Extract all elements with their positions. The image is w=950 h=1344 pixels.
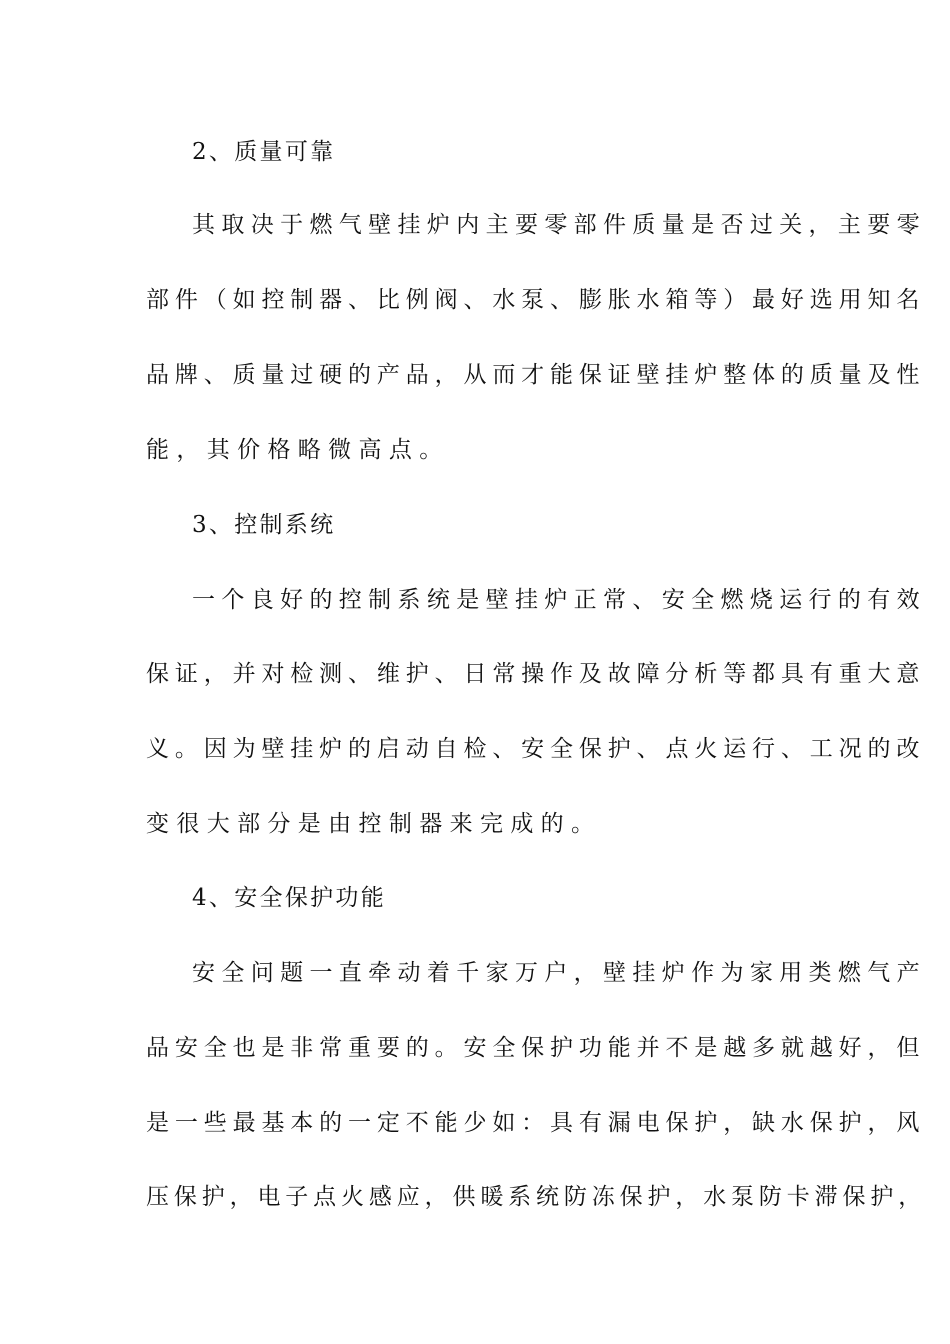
paragraph-line: 品牌、质量过硬的产品，从而才能保证壁挂炉整体的质量及性 — [146, 362, 926, 388]
paragraph-line: 义。因为壁挂炉的启动自检、安全保护、点火运行、工况的改 — [146, 736, 926, 762]
section-heading-quality: 2、质量可靠 — [192, 139, 336, 165]
paragraph-line: 品安全也是非常重要的。安全保护功能并不是越多就越好，但 — [146, 1035, 926, 1061]
paragraph-line: 一个良好的控制系统是壁挂炉正常、安全燃烧运行的有效 — [192, 587, 926, 613]
paragraph-line: 部件（如控制器、比例阀、水泵、膨胀水箱等）最好选用知名 — [146, 287, 926, 313]
paragraph-line: 安全问题一直牵动着千家万户，壁挂炉作为家用类燃气产 — [192, 960, 926, 986]
paragraph-line: 其取决于燃气壁挂炉内主要零部件质量是否过关，主要零 — [192, 212, 926, 238]
section-heading-control-system: 3、控制系统 — [192, 512, 336, 538]
section-heading-safety-protection: 4、安全保护功能 — [192, 885, 387, 911]
paragraph-line: 是一些最基本的一定不能少如：具有漏电保护，缺水保护，风 — [146, 1110, 926, 1136]
paragraph-line: 压保护，电子点火感应，供暖系统防冻保护，水泵防卡滞保护， — [146, 1184, 927, 1210]
paragraph-line: 变很大部分是由控制器来完成的。 — [146, 811, 602, 837]
paragraph-line: 能，其价格略微高点。 — [146, 437, 450, 463]
paragraph-line: 保证，并对检测、维护、日常操作及故障分析等都具有重大意 — [146, 661, 926, 687]
